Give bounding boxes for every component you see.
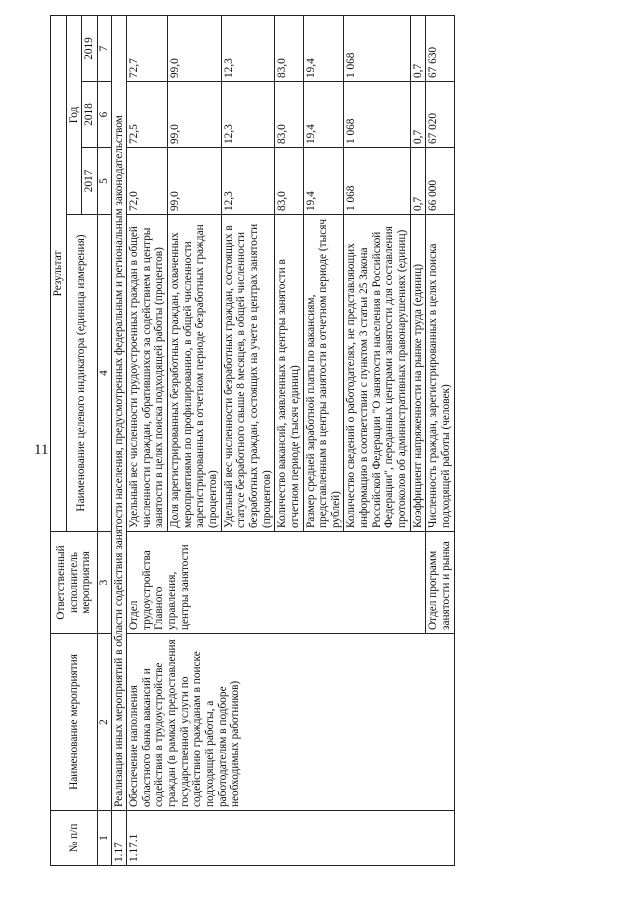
value-2018: 67 020 [426,82,454,148]
indicator-cell: Численность граждан, зарегистрированных в целях поиска подходящей работы (человек) [426,215,454,532]
value-2018: 1 068 [344,82,410,148]
section-row [111,15,127,865]
item-executor: Отдел трудоустройства Главного управления, центры занятости [127,532,426,634]
value-2018: 0,7 [410,82,426,148]
value-2019: 0,7 [410,15,426,81]
header-result: Результат [51,15,67,531]
item-num: 1.17.1 [127,811,454,866]
header-year: Год [66,15,82,214]
col-number: 7 [97,15,111,81]
col-number: 5 [97,148,111,215]
value-2019: 83,0 [275,15,303,81]
header-executor: Ответственный исполнитель мероприятия [51,532,98,634]
page-number: 11 [34,442,49,458]
indicator-cell: Размер средней заработной платы по вакансиям, представленным в центры занятости в отчетном периоде (тысяч рублей) [303,215,344,532]
section-title: Реализация иных мероприятий в области содействия занятости населения, предусмотренных федеральным и региональным законодательством [111,15,127,810]
header-num: № п/п [51,811,98,866]
value-2019: 99,0 [168,15,222,81]
header-2018: 2018 [82,82,98,148]
value-2017: 72,0 [127,148,168,215]
value-2017: 99,0 [168,148,222,215]
indicator-cell: Удельный вес численности безработных граждан, состоящих в статусе безработного свыше 8 месяцев, в общей численности безработных граждан, состоящих на учете в центрах занятости (процентов) [221,215,275,532]
indicator-cell: Количество сведений о работодателях, не представляющих информацию в соответствии с пунктом 3 статьи 25 Закона Российской Федерации "О занятости населения в Российской Федерации", переданных центрами занятости для составления протоколов об административных правонарушениях (единиц) [344,215,410,532]
header-2017: 2017 [82,148,98,215]
value-2017: 12,3 [221,148,275,215]
value-2019: 72,7 [127,15,168,81]
item-event: Обеспечение наполнения областного банка вакансий и содействия в трудоустройстве граждан (в рамках предоставления государственной услуги по содействию гражданам в поиске подходящей работы, а работодателям в подборе необходимых работников) [127,634,454,811]
value-2019: 1 068 [344,15,410,81]
col-number: 1 [97,811,111,866]
header-indicator: Наименование целевого индикатора (единица измерения) [66,215,97,532]
value-2017: 66 000 [426,148,454,215]
value-2018: 72,5 [127,82,168,148]
table-row [127,15,168,865]
indicator-cell: Доля зарегистрированных безработных граждан, охваченных мероприятиями по профилированию, в общей численности зарегистрированных в отчетном периоде безработных граждан (процентов) [168,215,222,532]
value-2017: 1 068 [344,148,410,215]
header-event: Наименование мероприятия [51,634,98,811]
value-2018: 99,0 [168,82,222,148]
col-number: 6 [97,82,111,148]
value-2018: 12,3 [221,82,275,148]
indicator-cell: Количество вакансий, заявленных в центры занятости в отчетном периоде (тысяч единиц) [275,215,303,532]
col-number: 4 [97,215,111,532]
col-number: 3 [97,532,111,634]
header-2019: 2019 [82,15,98,81]
value-2019: 67 630 [426,15,454,81]
value-2017: 83,0 [275,148,303,215]
indicator-cell: Удельный вес численности трудоустроенных граждан в общей численности граждан, обратившихся за содействием в центры занятости в целях поиска подходящей работы (процентов) [127,215,168,532]
indicator-cell: Коэффициент напряженности на рынке труда (единиц) [410,215,426,532]
value-2019: 19,4 [303,15,344,81]
value-2019: 12,3 [221,15,275,81]
rotated-document-sheet [50,16,622,866]
item-executor-secondary: Отдел программ занятости и рынка [426,532,454,634]
column-number-row [97,15,111,865]
col-number: 2 [97,634,111,811]
measures-table [50,15,455,866]
value-2018: 83,0 [275,82,303,148]
value-2017: 0,7 [410,148,426,215]
value-2017: 19,4 [303,148,344,215]
value-2018: 19,4 [303,82,344,148]
section-num: 1.17 [111,811,127,866]
